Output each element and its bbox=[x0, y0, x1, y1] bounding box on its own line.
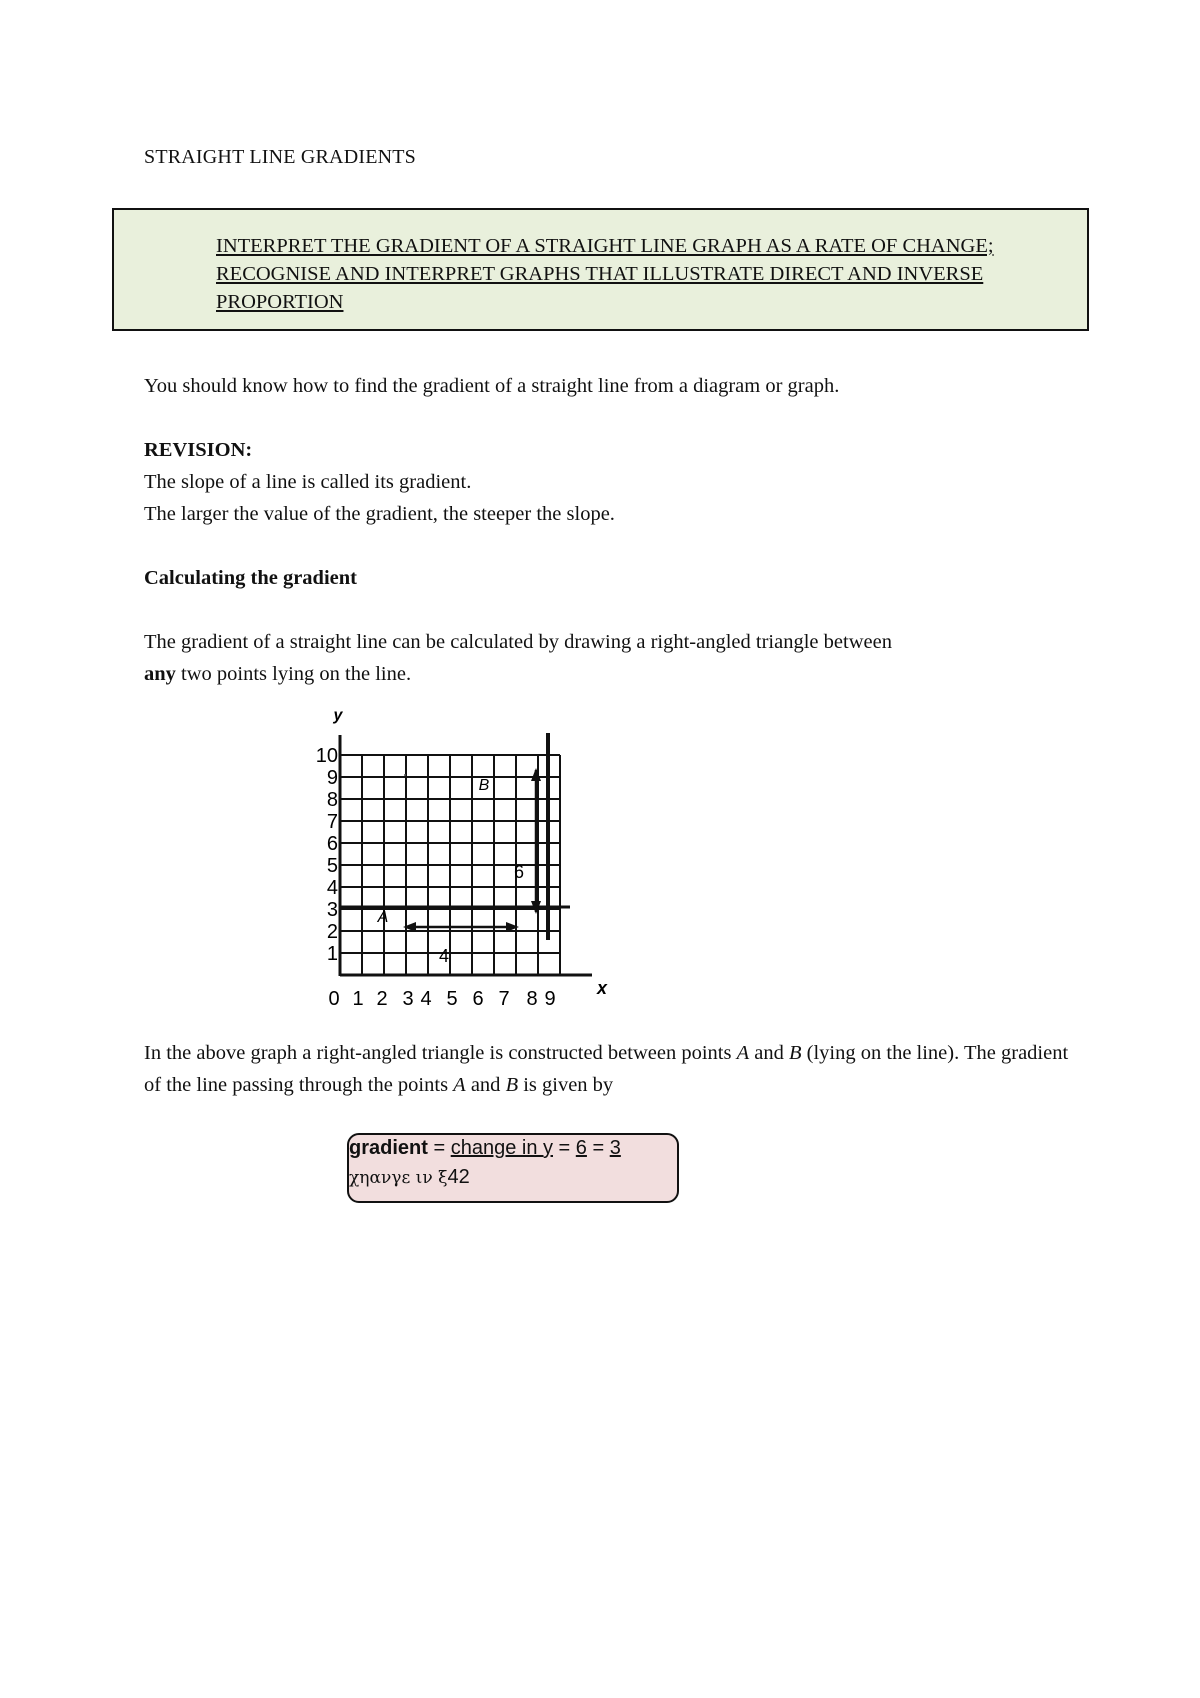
revision-line-2: The larger the value of the gradient, the steeper the slope. bbox=[144, 503, 615, 525]
revision-heading: REVISION: bbox=[144, 439, 253, 461]
y-tick-labels bbox=[316, 745, 338, 965]
formula-denominator-value: 4 bbox=[447, 1166, 459, 1188]
x-axis-label: x bbox=[596, 978, 608, 998]
y-tick-label: 7 bbox=[326, 811, 338, 833]
after-graph-point-a: A bbox=[736, 1042, 750, 1064]
x-tick-labels bbox=[328, 988, 555, 1010]
after-graph-point-b: B bbox=[789, 1042, 802, 1064]
y-tick-label: 10 bbox=[315, 745, 338, 767]
formula-equals-2: = bbox=[553, 1137, 576, 1159]
formula-numerator-value: 6 bbox=[575, 1137, 587, 1159]
horizontal-change-label: 4 bbox=[438, 946, 450, 966]
x-tick-label: 2 bbox=[376, 988, 388, 1010]
point-a-label: A bbox=[377, 909, 389, 926]
y-tick-label: 9 bbox=[326, 767, 338, 789]
x-tick-label: 9 bbox=[544, 988, 556, 1010]
vertical-change-label: 6 bbox=[513, 862, 525, 882]
x-tick-label: 8 bbox=[526, 988, 538, 1010]
after-graph-text-1: In the above graph a right-angled triangle is constructed between points bbox=[144, 1042, 737, 1064]
after-graph-point-b-2: B bbox=[505, 1074, 519, 1096]
calculating-paragraph bbox=[144, 626, 1074, 690]
intro-text: You should know how to find the gradient of a straight line from a diagram or graph. bbox=[144, 375, 840, 397]
x-tick-label: 1 bbox=[352, 988, 364, 1010]
calculating-bold-any: any bbox=[144, 663, 176, 685]
formula-denominator-label: χηανγε ιν ξ bbox=[349, 1168, 448, 1188]
x-tick-label: 4 bbox=[420, 988, 432, 1010]
calculating-heading: Calculating the gradient bbox=[144, 567, 357, 589]
formula-simplified-numerator: 3 bbox=[609, 1137, 621, 1159]
y-tick-label: 1 bbox=[326, 943, 338, 965]
after-graph-text-5: is given by bbox=[518, 1074, 614, 1096]
y-tick-label: 2 bbox=[326, 921, 338, 943]
learning-objective-text: INTERPRET THE GRADIENT OF A STRAIGHT LINE GRAPH AS A RATE OF CHANGE; RECOGNISE AND INTERPRET GRAPHS THAT ILLUSTRATE DIRECT AND INVERSE PROPORTION bbox=[216, 235, 994, 313]
after-graph-text-4: and bbox=[465, 1074, 506, 1096]
x-tick-label: 0 bbox=[328, 988, 340, 1010]
page-title: STRAIGHT LINE GRADIENTS bbox=[144, 146, 416, 168]
after-graph-point-a-2: A bbox=[453, 1074, 466, 1096]
calculating-text-part2: two points lying on the line. bbox=[175, 663, 412, 685]
gradient-graph bbox=[300, 700, 620, 1020]
formula-numerator-row bbox=[349, 1137, 621, 1160]
gradient-formula-box bbox=[347, 1133, 679, 1203]
formula-numerator-label: change in y bbox=[450, 1137, 553, 1159]
x-tick-label: 5 bbox=[446, 988, 458, 1010]
grid-dot bbox=[404, 774, 406, 776]
after-graph-paragraph bbox=[144, 1037, 1074, 1101]
x-tick-label: 7 bbox=[498, 988, 510, 1010]
y-tick-label: 5 bbox=[326, 855, 338, 877]
formula-equals-1: = bbox=[427, 1137, 451, 1159]
graph-grid bbox=[340, 755, 560, 975]
revision-line-1: The slope of a line is called its gradient. bbox=[144, 471, 472, 493]
y-axis-label: y bbox=[333, 707, 343, 724]
arrowhead-up bbox=[531, 768, 541, 781]
y-tick-label: 6 bbox=[326, 833, 338, 855]
after-graph-text-2: and bbox=[749, 1042, 789, 1064]
y-tick-label: 8 bbox=[326, 789, 338, 811]
calculating-text-part1: The gradient of a straight line can be calculated by drawing a right-angled triangle between bbox=[144, 631, 892, 653]
point-b-label: B bbox=[478, 777, 490, 794]
x-tick-label: 3 bbox=[402, 988, 414, 1010]
formula-gradient-word: gradient bbox=[349, 1137, 428, 1159]
y-tick-label: 3 bbox=[326, 899, 338, 921]
formula-denominator-row bbox=[349, 1166, 470, 1189]
learning-objective-box bbox=[112, 208, 1089, 331]
x-tick-label: 6 bbox=[472, 988, 484, 1010]
y-tick-label: 4 bbox=[326, 877, 338, 899]
after-graph-text-3: (lying on the line). The gradient of the line passing through the points bbox=[144, 1042, 1069, 1096]
formula-simplified-denominator: 2 bbox=[458, 1166, 470, 1188]
formula-equals-3: = bbox=[586, 1137, 610, 1159]
